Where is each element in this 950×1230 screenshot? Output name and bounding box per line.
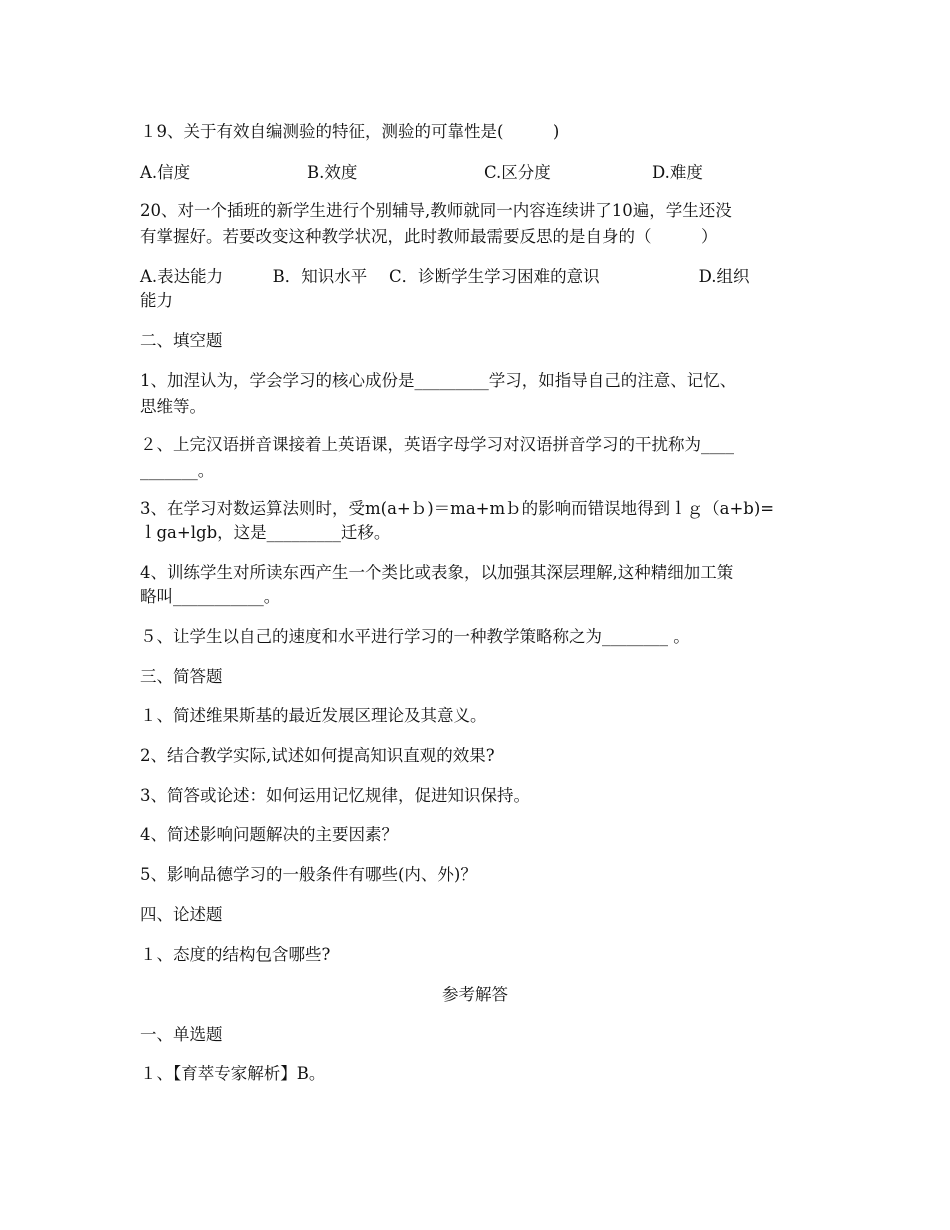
answers-section-1-title: 一、单选题 bbox=[140, 1025, 223, 1044]
question-19-option-b: B.效度 bbox=[307, 163, 358, 182]
essay-question-1: １、态度的结构包含哪些? bbox=[140, 945, 331, 964]
section-3-title: 三、简答题 bbox=[140, 667, 223, 686]
short-answer-2: 2、结合教学实际,试述如何提高知识直观的效果? bbox=[140, 746, 495, 765]
fill-blank-3-line1: 3、在学习对数运算法则时，受m(a+ｂ)＝ma+mｂ的影响而错误地得到ｌｇ（a+b)= bbox=[140, 499, 775, 518]
question-20-stem-line1: 20、对一个插班的新学生进行个别辅导,教师就同一内容连续讲了10遍，学生还没 bbox=[140, 201, 732, 220]
fill-blank-4-line2: 略叫___________。 bbox=[140, 587, 281, 606]
fill-blank-5: ５、让学生以自己的速度和水平进行学习的一种教学策略称之为________ 。 bbox=[140, 627, 690, 646]
question-19-stem: １9、关于有效自编测验的特征，测验的可靠性是( ) bbox=[140, 122, 560, 141]
section-4-title: 四、论述题 bbox=[140, 905, 223, 924]
answers-title: 参考解答 bbox=[442, 985, 508, 1004]
fill-blank-2-line2: _______。 bbox=[140, 461, 215, 480]
question-20-options-line2: 能力 bbox=[140, 291, 173, 310]
question-20-stem-line2: 有掌握好。若要改变这种教学状况，此时教师最需要反思的是自身的（ ） bbox=[140, 227, 718, 246]
question-19-option-c: C.区分度 bbox=[484, 163, 551, 182]
question-19-option-d: D.难度 bbox=[652, 163, 703, 182]
short-answer-3: 3、简答或论述：如何运用记忆规律，促进知识保持。 bbox=[140, 786, 530, 805]
section-2-title: 二、填空题 bbox=[140, 331, 223, 350]
fill-blank-3-line2: ｌga+lgb，这是_________迁移。 bbox=[140, 523, 391, 542]
short-answer-5: 5、影响品德学习的一般条件有哪些(内、外)？ bbox=[140, 865, 477, 884]
fill-blank-1-line2: 思维等。 bbox=[140, 397, 206, 416]
answer-1: １、【育萃专家解析】B。 bbox=[140, 1064, 326, 1083]
short-answer-4: 4、简述影响问题解决的主要因素？ bbox=[140, 825, 398, 844]
question-19-option-a: A.信度 bbox=[140, 163, 191, 182]
question-20-options-line1: A.表达能力 B．知识水平 C．诊断学生学习困难的意识 D.组织 bbox=[140, 267, 750, 286]
short-answer-1: １、简述维果斯基的最近发展区理论及其意义。 bbox=[140, 706, 487, 725]
fill-blank-1-line1: 1、加涅认为，学会学习的核心成份是_________学习，如指导自己的注意、记忆、 bbox=[140, 371, 737, 390]
fill-blank-2-line1: ２、上完汉语拼音课接着上英语课，英语字母学习对汉语拼音学习的干扰称为____ bbox=[140, 435, 734, 454]
fill-blank-4-line1: 4、训练学生对所读东西产生一个类比或表象，以加强其深层理解,这种精细加工策 bbox=[140, 563, 734, 582]
